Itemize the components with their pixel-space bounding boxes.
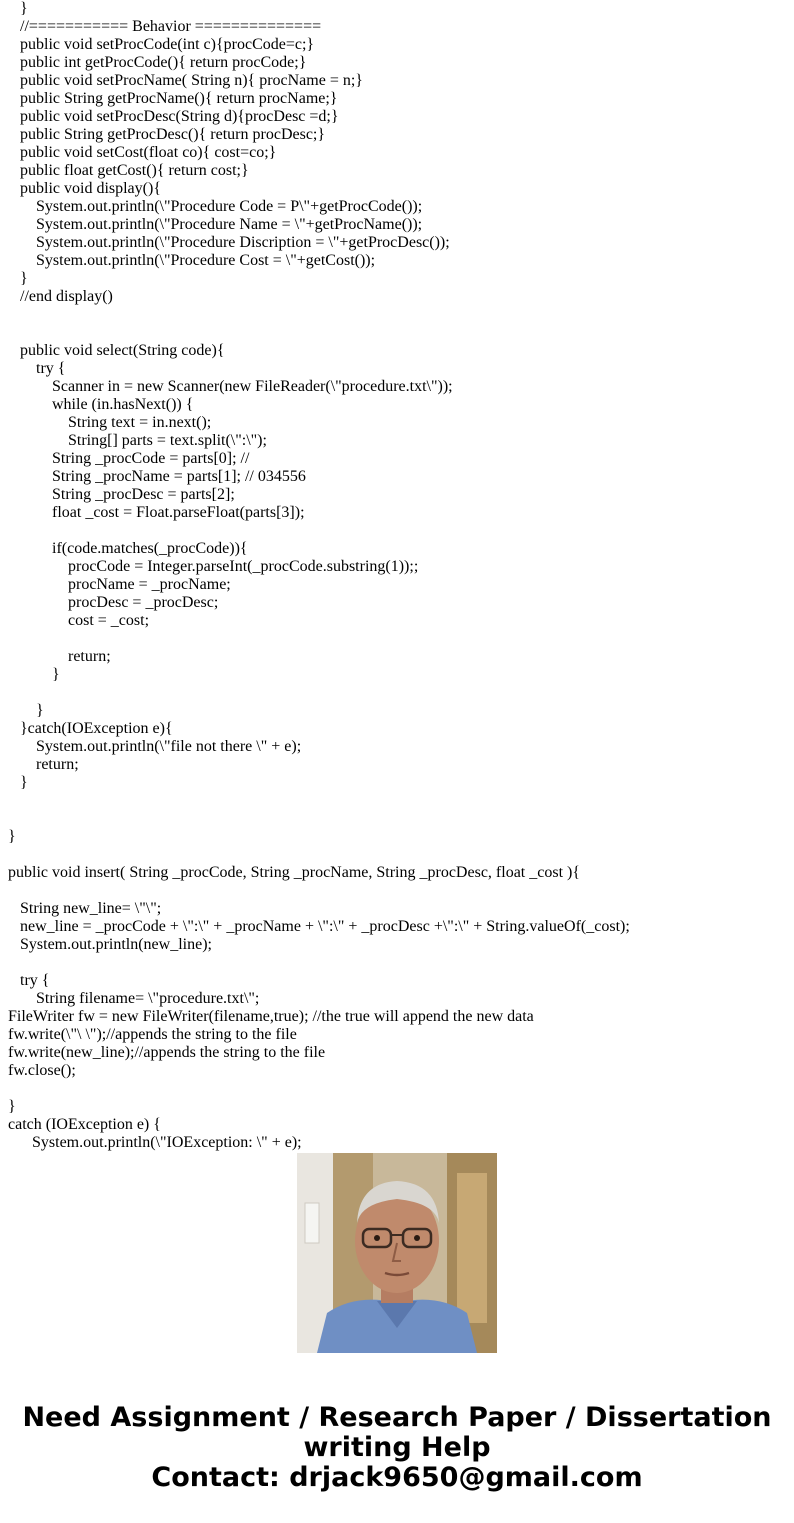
code-line: }: [8, 774, 28, 791]
code-line: procDesc = _procDesc;: [8, 594, 219, 611]
code-line: [8, 954, 788, 972]
code-line: }catch(IOException e){: [8, 720, 173, 737]
code-line: String _procName = parts[1]; // 034556: [8, 468, 306, 485]
code-line: public float getCost(){ return cost;}: [8, 162, 249, 179]
code-line: procCode = Integer.parseInt(_procCode.substring(1));;: [8, 558, 419, 575]
code-line: [8, 882, 788, 900]
code-line: [8, 792, 788, 810]
code-line: System.out.println(\"Procedure Cost = \"+getCost());: [8, 252, 376, 269]
code-line: public void setProcCode(int c){procCode=c;}: [8, 36, 315, 53]
code-line: String new_line= \"\";: [8, 900, 162, 917]
code-line: [8, 1080, 788, 1098]
code-line: }: [8, 702, 44, 719]
promo-line-2: writing Help: [303, 1432, 491, 1463]
promo-banner: [0, 1403, 794, 1493]
code-line: float _cost = Float.parseFloat(parts[3]);: [8, 504, 305, 521]
code-line: [8, 306, 788, 324]
code-line: System.out.println(new_line);: [8, 936, 212, 953]
code-line: String text = in.next();: [8, 414, 212, 431]
code-line: if(code.matches(_procCode)){: [8, 540, 248, 557]
code-line: [8, 630, 788, 648]
code-line: public void setCost(float co){ cost=co;}: [8, 144, 277, 161]
code-line: System.out.println(\"IOException: \" + e);: [8, 1134, 302, 1151]
code-line: }: [8, 270, 28, 287]
code-line: new_line = _procCode + \":\" + _procName + \":\" + _procDesc +\":\" + String.valueOf(_cost);: [8, 918, 630, 935]
code-line: fw.close();: [8, 1062, 76, 1079]
code-line: System.out.println(\"Procedure Name = \"+getProcName());: [8, 216, 423, 233]
code-line: while (in.hasNext()) {: [8, 396, 194, 413]
code-line: System.out.println(\"Procedure Discription = \"+getProcDesc());: [8, 234, 450, 251]
code-line: String filename= \"procedure.txt\";: [8, 990, 260, 1007]
code-line: catch (IOException e) {: [8, 1116, 161, 1133]
code-line: [8, 324, 788, 342]
code-line: public int getProcCode(){ return procCode;}: [8, 54, 307, 71]
code-line: //end display(): [8, 288, 113, 305]
code-line: String _procDesc = parts[2];: [8, 486, 235, 503]
code-line: public void insert( String _procCode, String _procName, String _procDesc, float _cost ){: [8, 864, 581, 881]
author-photo: [297, 1153, 497, 1353]
code-line: Scanner in = new Scanner(new FileReader(\"procedure.txt\"));: [8, 378, 453, 395]
code-line: procName = _procName;: [8, 576, 231, 593]
code-line: FileWriter fw = new FileWriter(filename,true); //the true will append the new data: [8, 1008, 534, 1025]
promo-contact: Contact: drjack9650@gmail.com: [151, 1462, 643, 1493]
code-line: fw.write(new_line);//appends the string to the file: [8, 1044, 326, 1061]
code-line: [8, 810, 788, 828]
code-line: try {: [8, 972, 50, 989]
code-line: String _procCode = parts[0]; //: [8, 450, 250, 467]
author-avatar: [297, 1153, 497, 1353]
code-line: String[] parts = text.split(\":\");: [8, 432, 267, 449]
code-line: public void select(String code){: [8, 342, 225, 359]
code-line: [8, 684, 788, 702]
code-line: public String getProcName(){ return procName;}: [8, 90, 338, 107]
code-line: System.out.println(\"file not there \" + e);: [8, 738, 302, 755]
code-line: return;: [8, 756, 79, 773]
code-line: fw.write(\"\ \");//appends the string to the file: [8, 1026, 297, 1043]
code-line: }: [8, 828, 16, 845]
code-line: [8, 522, 788, 540]
code-line: }: [8, 1098, 16, 1115]
code-line: //=========== Behavior ==============: [8, 18, 322, 35]
code-line: try {: [8, 360, 66, 377]
code-line: public void display(){: [8, 180, 161, 197]
code-line: public void setProcName( String n){ procName = n;}: [8, 72, 363, 89]
code-line: public void setProcDesc(String d){procDesc =d;}: [8, 108, 339, 125]
promo-line-1: Need Assignment / Research Paper / Dissertation: [22, 1402, 772, 1433]
code-line: cost = _cost;: [8, 612, 150, 629]
code-line: }: [8, 0, 28, 17]
code-listing: [8, 0, 788, 1151]
code-line: System.out.println(\"Procedure Code = P\"+getProcCode());: [8, 198, 423, 215]
code-line: return;: [8, 648, 111, 665]
code-line: }: [8, 666, 60, 683]
code-line: [8, 846, 788, 864]
code-line: public String getProcDesc(){ return procDesc;}: [8, 126, 326, 143]
